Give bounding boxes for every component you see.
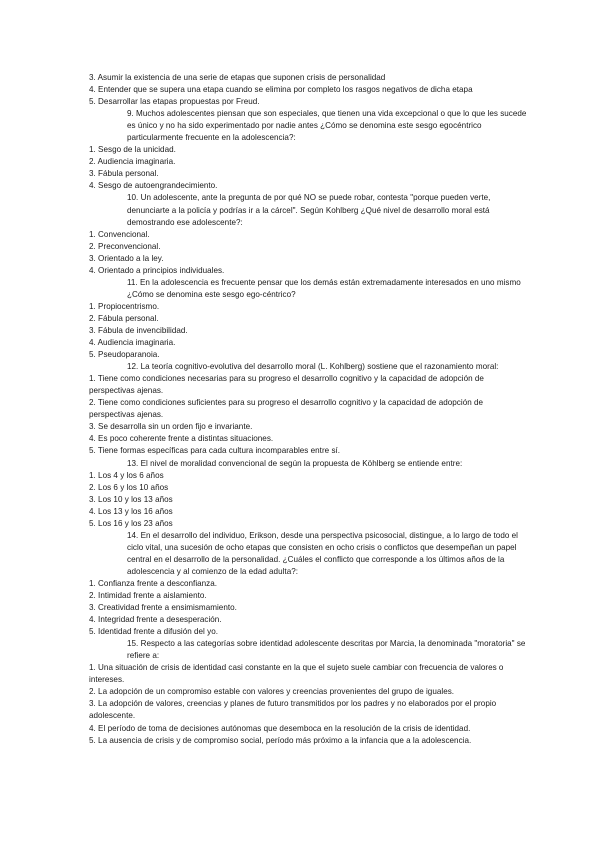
answer-option: 5. Tiene formas específicas para cada cultura incomparables entre sí. — [89, 446, 341, 456]
answer-option: 2. Audiencia imaginaria. — [89, 157, 176, 167]
answer-option: 4. Sesgo de autoengrandecimiento. — [89, 181, 218, 191]
answer-option: 1. Convencional. — [89, 229, 150, 239]
answer-option: 5. Desarrollar las etapas propuestas por Freud. — [89, 97, 260, 107]
answer-option: 2. Tiene como condiciones suficientes para su progreso el desarrollo cognitivo y la capacidad de adopción de perspectivas ajenas. — [89, 398, 484, 420]
answer-option: 3. Creatividad frente a ensimismamiento. — [89, 603, 237, 613]
answer-option: 4. Es poco coherente frente a distintas situaciones. — [89, 434, 274, 444]
answer-option: 4. Integridad frente a desesperación. — [89, 615, 222, 625]
question-stem: 12. La teoría cognitivo-evolutiva del desarrollo moral (L. Kohlberg) sostiene que el razonamiento moral: — [127, 362, 499, 372]
answer-option: 3. Fábula de invencibilidad. — [89, 325, 188, 335]
question-stem: 15. Respecto a las categorías sobre identidad adolescente descritas por Marcia, la denominada "moratoria" se refiere a: — [127, 639, 526, 661]
question-stem: 11. En la adolescencia es frecuente pensar que los demás están extremadamente interesados en uno mismo ¿Cómo se denomina este sesgo ego-céntrico? — [127, 277, 521, 299]
answer-option: 2. Los 6 y los 10 años — [89, 482, 169, 492]
answer-option: 5. Pseudoparanoia. — [89, 350, 160, 360]
question-stem: 13. El nivel de moralidad convencional de según la propuesta de Köhlberg se entiende entre: — [127, 458, 463, 468]
answer-option: 5. La ausencia de crisis y de compromiso social, período más próximo a la infancia que a la adolescencia. — [89, 735, 472, 745]
answer-option: 2. Fábula personal. — [89, 313, 159, 323]
answer-option: 3. Se desarrolla sin un orden fijo e invariante. — [89, 422, 253, 432]
answer-option: 3. Orientado a la ley. — [89, 253, 164, 263]
question-stem: 14. En el desarrollo del individuo, Erikson, desde una perspectiva psicosocial, distingue, a lo largo de todo el ciclo vital, una sucesión de ocho etapas que consisten en ocho crisis o conflictos que desempeñan un papel central en el desarrollo de la personalidad. ¿Cuáles el conflicto que corresponde a los últimos años de la adolescencia y al comienzo de la edad adulta?: — [127, 530, 518, 576]
answer-option: 2. La adopción de un compromiso estable con valores y creencias provenientes del grupo de iguales. — [89, 687, 455, 697]
answer-option: 4. El período de toma de decisiones autónomas que desemboca en la resolución de la crisis de identidad. — [89, 723, 471, 733]
answer-option: 2. Preconvencional. — [89, 241, 161, 251]
answer-option: 5. Identidad frente a difusión del yo. — [89, 627, 218, 637]
answer-option: 1. Confianza frente a desconfianza. — [89, 578, 218, 588]
answer-option: 3. Fábula personal. — [89, 169, 159, 179]
answer-option: 2. Intimidad frente a aislamiento. — [89, 591, 207, 601]
answer-option: 4. Orientado a principios individuales. — [89, 265, 225, 275]
question-text — [89, 72, 529, 747]
answer-option: 1. Sesgo de la unicidad. — [89, 145, 176, 155]
answer-option: 4. Los 13 y los 16 años — [89, 506, 173, 516]
answer-option: 3. Los 10 y los 13 años — [89, 494, 173, 504]
answer-option: 3. La adopción de valores, creencias y planes de futuro transmitidos por los padres y no elaborados por el propio adolescente. — [89, 699, 497, 721]
answer-option: 1. Una situación de crisis de identidad casi constante en la que el sujeto suele cambiar con frecuencia de valores o intereses. — [89, 663, 504, 685]
answer-option: 1. Propiocentrismo. — [89, 301, 160, 311]
answer-option: 4. Entender que se supera una etapa cuando se elimina por completo los rasgos negativos de dicha etapa — [89, 85, 473, 95]
answer-option: 5. Los 16 y los 23 años — [89, 518, 173, 528]
question-stem: 9. Muchos adolescentes piensan que son especiales, que tienen una vida excepcional o que lo que les sucede es único y no ha sido experimentado por nadie antes ¿Cómo se denomina este sesgo egocéntrico particularmente frecuente en la adolescencia?: — [127, 109, 527, 143]
answer-option: 1. Tiene como condiciones necesarias para su progreso el desarrollo cognitivo y la capacidad de adopción de perspectivas ajenas. — [89, 374, 484, 396]
answer-option: 1. Los 4 y los 6 años — [89, 470, 164, 480]
answer-option: 4. Audiencia imaginaria. — [89, 338, 176, 348]
answer-option: 3. Asumir la existencia de una serie de etapas que suponen crisis de personalidad — [89, 73, 386, 82]
question-stem: 10. Un adolescente, ante la pregunta de por qué NO se puede robar, contesta "porque pueden verte, denunciarte a la policía y podrías ir a la cárcel". Según Kohlberg ¿Qué nivel de desarrollo moral está demostrando ese adolescente?: — [127, 193, 491, 227]
